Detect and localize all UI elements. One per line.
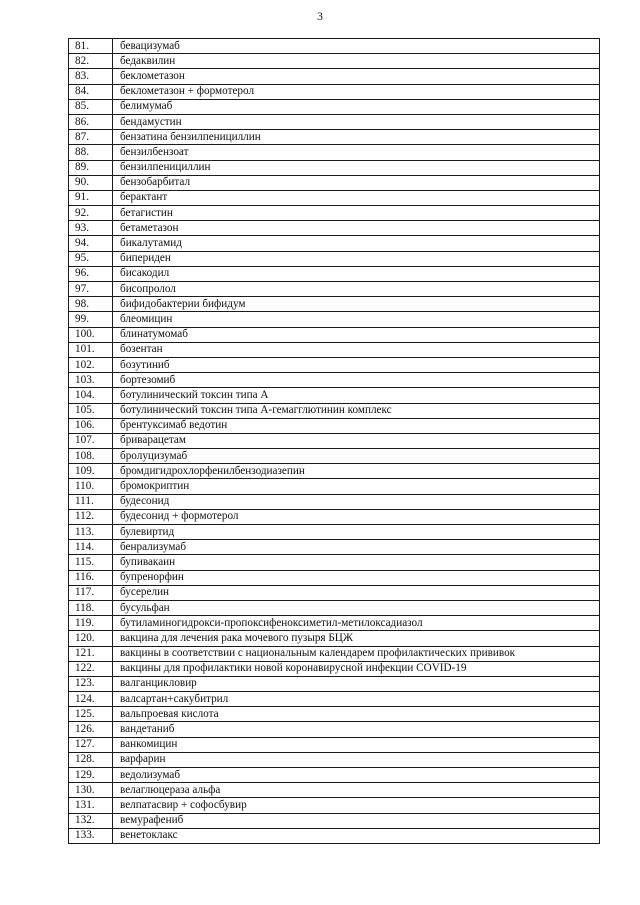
row-number: 92.	[69, 206, 113, 221]
drug-name: бендамустин	[113, 114, 600, 129]
table-row	[69, 236, 600, 251]
row-number: 123.	[69, 676, 113, 691]
row-number: 103.	[69, 373, 113, 388]
drug-name: вакцины в соответствии с национальным календарем профилактических прививок	[113, 646, 600, 661]
row-number: 95.	[69, 251, 113, 266]
row-number: 104.	[69, 388, 113, 403]
table-row	[69, 145, 600, 160]
drug-name: брентуксимаб ведотин	[113, 418, 600, 433]
row-number: 128.	[69, 752, 113, 767]
drug-name: велаглюцераза альфа	[113, 783, 600, 798]
table-row	[69, 722, 600, 737]
row-number: 114.	[69, 540, 113, 555]
row-number: 81.	[69, 39, 113, 54]
table-row	[69, 130, 600, 145]
drug-name: берактант	[113, 190, 600, 205]
drug-name: блеомицин	[113, 312, 600, 327]
drug-name: бипериден	[113, 251, 600, 266]
row-number: 106.	[69, 418, 113, 433]
drug-name: венетоклакс	[113, 828, 600, 843]
table-row	[69, 160, 600, 175]
drug-name: белимумаб	[113, 99, 600, 114]
row-number: 118.	[69, 600, 113, 615]
drug-name: варфарин	[113, 752, 600, 767]
row-number: 97.	[69, 282, 113, 297]
row-number: 125.	[69, 707, 113, 722]
row-number: 94.	[69, 236, 113, 251]
row-number: 130.	[69, 783, 113, 798]
drug-name: велпатасвир + софосбувир	[113, 798, 600, 813]
row-number: 87.	[69, 130, 113, 145]
drug-list-table	[68, 38, 600, 844]
table-row	[69, 54, 600, 69]
table-row	[69, 707, 600, 722]
table-row	[69, 190, 600, 205]
drug-name: бифидобактерии бифидум	[113, 297, 600, 312]
table-row	[69, 418, 600, 433]
row-number: 100.	[69, 327, 113, 342]
row-number: 113.	[69, 525, 113, 540]
table-row	[69, 768, 600, 783]
table-row	[69, 828, 600, 843]
drug-name: беклометазон	[113, 69, 600, 84]
drug-name: беклометазон + формотерол	[113, 84, 600, 99]
row-number: 133.	[69, 828, 113, 843]
drug-name: бетагистин	[113, 206, 600, 221]
drug-name: бусерелин	[113, 585, 600, 600]
drug-name: бетаметазон	[113, 221, 600, 236]
drug-name: бензобарбитал	[113, 175, 600, 190]
row-number: 124.	[69, 692, 113, 707]
row-number: 86.	[69, 114, 113, 129]
row-number: 107.	[69, 433, 113, 448]
drug-name: бупивакаин	[113, 555, 600, 570]
table-row	[69, 403, 600, 418]
row-number: 115.	[69, 555, 113, 570]
drug-name: бензилпенициллин	[113, 160, 600, 175]
table-row	[69, 342, 600, 357]
drug-name: булевиртид	[113, 525, 600, 540]
row-number: 101.	[69, 342, 113, 357]
row-number: 109.	[69, 464, 113, 479]
drug-name: блинатумомаб	[113, 327, 600, 342]
drug-name: ванкомицин	[113, 737, 600, 752]
row-number: 119.	[69, 616, 113, 631]
table-row	[69, 783, 600, 798]
page-number: 3	[317, 9, 323, 23]
table-row	[69, 479, 600, 494]
row-number: 91.	[69, 190, 113, 205]
row-number: 96.	[69, 266, 113, 281]
table-row	[69, 266, 600, 281]
table-row	[69, 737, 600, 752]
table-row	[69, 39, 600, 54]
row-number: 89.	[69, 160, 113, 175]
table-row	[69, 373, 600, 388]
table-row	[69, 585, 600, 600]
drug-name: вакцина для лечения рака мочевого пузыря БЦЖ	[113, 631, 600, 646]
table-row	[69, 312, 600, 327]
drug-name: валганцикловир	[113, 676, 600, 691]
table-row	[69, 692, 600, 707]
drug-name: бензатина бензилпенициллин	[113, 130, 600, 145]
table-row	[69, 449, 600, 464]
table-row	[69, 555, 600, 570]
drug-name: вакцины для профилактики новой коронавирусной инфекции COVID-19	[113, 661, 600, 676]
drug-name: бенрализумаб	[113, 540, 600, 555]
drug-name: ботулинический токсин типа А	[113, 388, 600, 403]
table-row	[69, 646, 600, 661]
table-row	[69, 357, 600, 372]
table-row	[69, 114, 600, 129]
table-row	[69, 433, 600, 448]
row-number: 120.	[69, 631, 113, 646]
drug-name: вемурафениб	[113, 813, 600, 828]
table-row	[69, 600, 600, 615]
row-number: 82.	[69, 54, 113, 69]
table-row	[69, 282, 600, 297]
table-row	[69, 297, 600, 312]
drug-name: бедаквилин	[113, 54, 600, 69]
table-row	[69, 525, 600, 540]
table-row	[69, 84, 600, 99]
table-row	[69, 175, 600, 190]
row-number: 83.	[69, 69, 113, 84]
drug-name: бозентан	[113, 342, 600, 357]
table-row	[69, 661, 600, 676]
table-row	[69, 813, 600, 828]
table-row	[69, 388, 600, 403]
table-row	[69, 798, 600, 813]
drug-name: ботулинический токсин типа А-гемагглютинин комплекс	[113, 403, 600, 418]
table-row	[69, 99, 600, 114]
row-number: 90.	[69, 175, 113, 190]
row-number: 98.	[69, 297, 113, 312]
row-number: 111.	[69, 494, 113, 509]
drug-name: бевацизумаб	[113, 39, 600, 54]
drug-name: будесонид	[113, 494, 600, 509]
row-number: 127.	[69, 737, 113, 752]
table-row	[69, 464, 600, 479]
row-number: 110.	[69, 479, 113, 494]
drug-name: бензилбензоат	[113, 145, 600, 160]
drug-name: бозутиниб	[113, 357, 600, 372]
row-number: 121.	[69, 646, 113, 661]
row-number: 88.	[69, 145, 113, 160]
table-row	[69, 570, 600, 585]
drug-name: бусульфан	[113, 600, 600, 615]
table-row	[69, 616, 600, 631]
table-row	[69, 509, 600, 524]
table-row	[69, 752, 600, 767]
table-row	[69, 540, 600, 555]
row-number: 108.	[69, 449, 113, 464]
table-row	[69, 69, 600, 84]
row-number: 131.	[69, 798, 113, 813]
table-row	[69, 221, 600, 236]
row-number: 85.	[69, 99, 113, 114]
drug-name: вандетаниб	[113, 722, 600, 737]
row-number: 132.	[69, 813, 113, 828]
drug-name: ведолизумаб	[113, 768, 600, 783]
row-number: 126.	[69, 722, 113, 737]
row-number: 105.	[69, 403, 113, 418]
drug-name: бисакодил	[113, 266, 600, 281]
table-row	[69, 676, 600, 691]
table-row	[69, 327, 600, 342]
row-number: 99.	[69, 312, 113, 327]
drug-name: бупренорфин	[113, 570, 600, 585]
drug-name: бромдигидрохлорфенилбензодиазепин	[113, 464, 600, 479]
table-row	[69, 206, 600, 221]
drug-list-body	[69, 39, 600, 844]
drug-name: бролуцизумаб	[113, 449, 600, 464]
row-number: 122.	[69, 661, 113, 676]
table-row	[69, 251, 600, 266]
table-row	[69, 494, 600, 509]
row-number: 116.	[69, 570, 113, 585]
row-number: 102.	[69, 357, 113, 372]
drug-name: бромокриптин	[113, 479, 600, 494]
table-row	[69, 631, 600, 646]
row-number: 129.	[69, 768, 113, 783]
drug-name: бутиламиногидрокси-пропоксифеноксиметил-метилоксадиазол	[113, 616, 600, 631]
drug-name: вальпроевая кислота	[113, 707, 600, 722]
drug-name: бисопролол	[113, 282, 600, 297]
drug-name: бортезомиб	[113, 373, 600, 388]
row-number: 117.	[69, 585, 113, 600]
drug-name: бриварацетам	[113, 433, 600, 448]
row-number: 84.	[69, 84, 113, 99]
row-number: 112.	[69, 509, 113, 524]
drug-name: валсартан+сакубитрил	[113, 692, 600, 707]
row-number: 93.	[69, 221, 113, 236]
drug-name: бикалутамид	[113, 236, 600, 251]
drug-name: будесонид + формотерол	[113, 509, 600, 524]
